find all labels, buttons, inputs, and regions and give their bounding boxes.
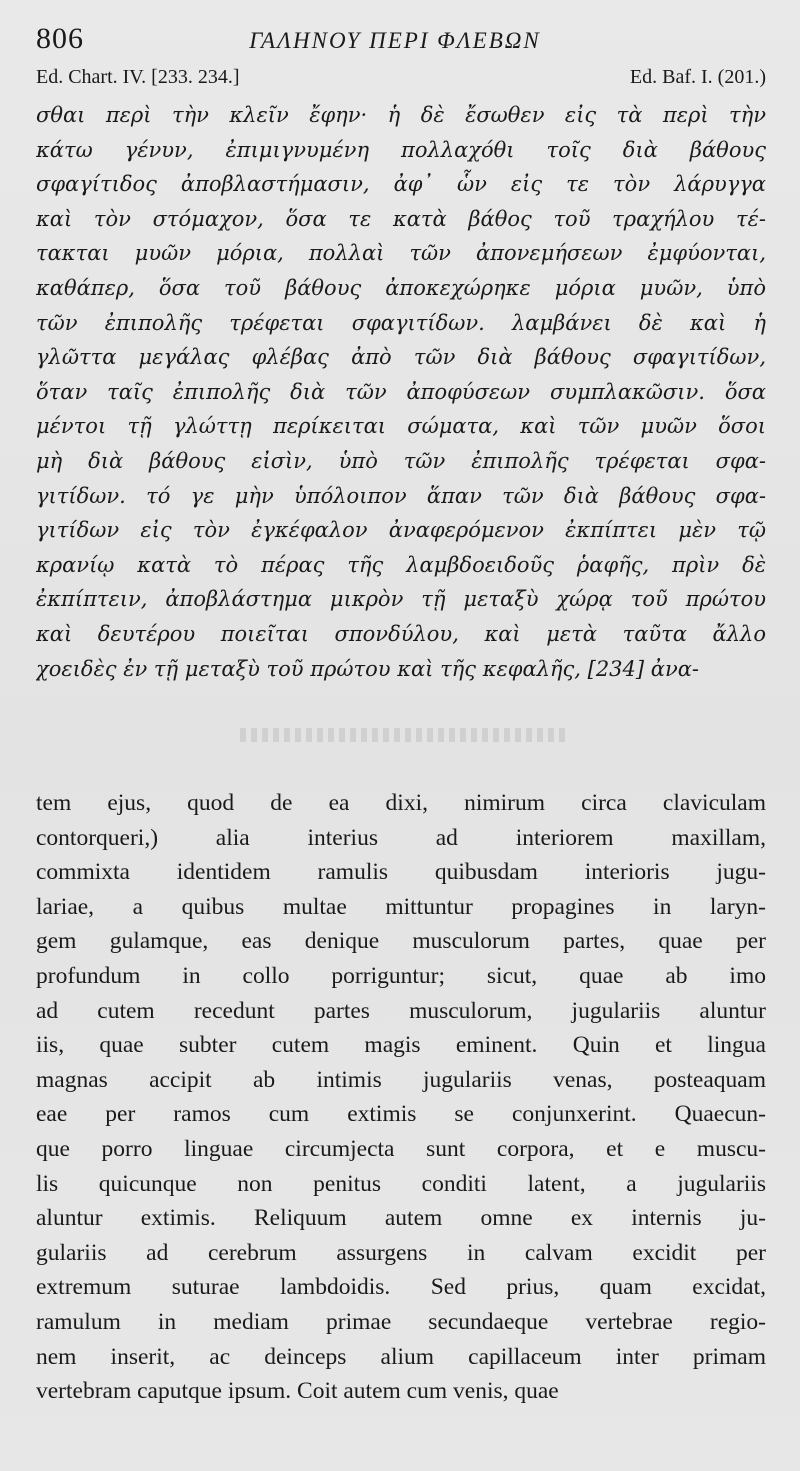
greek-text-line: τακται μυῶν μόρια, πολλαὶ τῶν ἀπονεμήσεων ἐμφύονται,	[36, 241, 766, 266]
latin-text-line: lis quicunque non penitus conditi latent, a jugulariis	[36, 1170, 766, 1197]
greek-text-line: ἐκπίπτειν, ἀποβλάστημα μικρὸν τῇ μεταξὺ χώρᾳ τοῦ πρώτου	[36, 587, 766, 612]
latin-text-line: gulariis ad cerebrum assurgens in calvam excidit per	[36, 1239, 766, 1266]
edition-basel-reference: Ed. Baf. I. (201.)	[629, 66, 766, 88]
greek-text-line: γιτίδων εἰς τὸν ἐγκέφαλον ἀναφερόμενον ἐκπίπτει μὲν τῷ	[36, 518, 766, 543]
latin-text-block	[36, 786, 766, 1409]
greek-text-line: κρανίῳ κατὰ τὸ πέρας τῆς λαμβδοειδοῦς ῥαφῆς, πρὶν δὲ	[36, 552, 766, 577]
latin-text-line: ad cutem recedunt partes musculorum, jugulariis aluntur	[36, 997, 766, 1024]
latin-text-line: profundum in collo porriguntur; sicut, quae ab imo	[36, 962, 766, 989]
page-number: 806	[36, 22, 84, 55]
latin-text-line: lariae, a quibus multae mittuntur propagines in laryn-	[36, 893, 766, 920]
greek-text-line: γιτίδων. τό γε μὴν ὑπόλοιπον ἅπαν τῶν διὰ βάθους σφα-	[36, 483, 766, 508]
latin-text-line: vertebram caputque ipsum. Coit autem cum venis, quae	[36, 1378, 559, 1405]
greek-text-line: σφαγίτιδος ἀποβλαστήμασιν, ἀφ᾽ ὧν εἰς τε τὸν λάρυγγα	[36, 172, 766, 197]
latin-text-line: magnas accipit ab intimis jugulariis venas, posteaquam	[36, 1066, 766, 1093]
latin-text-line: extremum suturae lambdoidis. Sed prius, quam excidat,	[36, 1274, 766, 1301]
greek-text-line: χοειδὲς ἐν τῇ μεταξὺ τοῦ πρώτου καὶ τῆς κεφαλῆς, [234] ἀνα-	[36, 656, 699, 681]
edition-references	[36, 66, 766, 94]
greek-text-line: καὶ δευτέρου ποιεῖται σπονδύλου, καὶ μετὰ ταῦτα ἄλλο	[36, 621, 766, 646]
latin-text-line: commixta identidem ramulis quibusdam interioris jugu-	[36, 859, 766, 886]
latin-text-line: ramulum in mediam primae secundaeque vertebrae regio-	[36, 1308, 766, 1335]
greek-text-line: καθάπερ, ὅσα τοῦ βάθους ἀποκεχώρηκε μόρια μυῶν, ὑπὸ	[36, 275, 766, 300]
latin-text-line: aluntur extimis. Reliquum autem omne ex internis ju-	[36, 1205, 766, 1232]
latin-text-line: gem gulamque, eas denique musculorum partes, quae per	[36, 928, 766, 955]
latin-text-line: nem inserit, ac deinceps alium capillaceum inter primam	[36, 1343, 766, 1370]
greek-text-line: σθαι περὶ τὴν κλεῖν ἔφην· ἡ δὲ ἔσωθεν εἰς τὰ περὶ τὴν	[36, 103, 766, 127]
page-header	[36, 22, 766, 64]
latin-text-line: contorqueri,) alia interius ad interiorem maxillam,	[36, 824, 766, 851]
greek-text-line: τῶν ἐπιπολῆς τρέφεται σφαγιτίδων. λαμβάνει δὲ καὶ ἡ	[36, 310, 766, 335]
show-through-bleed	[240, 728, 570, 742]
greek-text-line: μὴ διὰ βάθους εἰσὶν, ὑπὸ τῶν ἐπιπολῆς τρέφεται σφα-	[36, 448, 766, 473]
greek-text-line: κάτω γένυν, ἐπιμιγνυμένη πολλαχόθι τοῖς διὰ βάθους	[36, 137, 766, 162]
running-title: ΓΑΛΗΝΟΥ ΠΕΡΙ ΦΛΕΒΩΝ	[249, 28, 541, 53]
greek-text-line: γλῶττα μεγάλας φλέβας ἀπὸ τῶν διὰ βάθους σφαγιτίδων,	[36, 345, 766, 370]
edition-chartier-reference: Ed. Chart. IV. [233. 234.]	[36, 66, 240, 88]
greek-text-line: ὅταν ταῖς ἐπιπολῆς διὰ τῶν ἀποφύσεων συμπλακῶσιν. ὅσα	[36, 379, 766, 404]
latin-text-line: tem ejus, quod de ea dixi, nimirum circa claviculam	[36, 790, 766, 816]
greek-text-block	[36, 98, 766, 686]
latin-text-line: que porro linguae circumjecta sunt corpora, et e muscu-	[36, 1135, 766, 1162]
latin-text-line: eae per ramos cum extimis se conjunxerint. Quaecun-	[36, 1101, 766, 1128]
greek-text-line: καὶ τὸν στόμαχον, ὅσα τε κατὰ βάθος τοῦ τραχήλου τέ-	[36, 206, 766, 231]
greek-text-line: μέντοι τῇ γλώττῃ περίκειται σώματα, καὶ τῶν μυῶν ὅσοι	[36, 414, 766, 439]
latin-text-line: iis, quae subter cutem magis eminent. Quin et lingua	[36, 1032, 766, 1059]
